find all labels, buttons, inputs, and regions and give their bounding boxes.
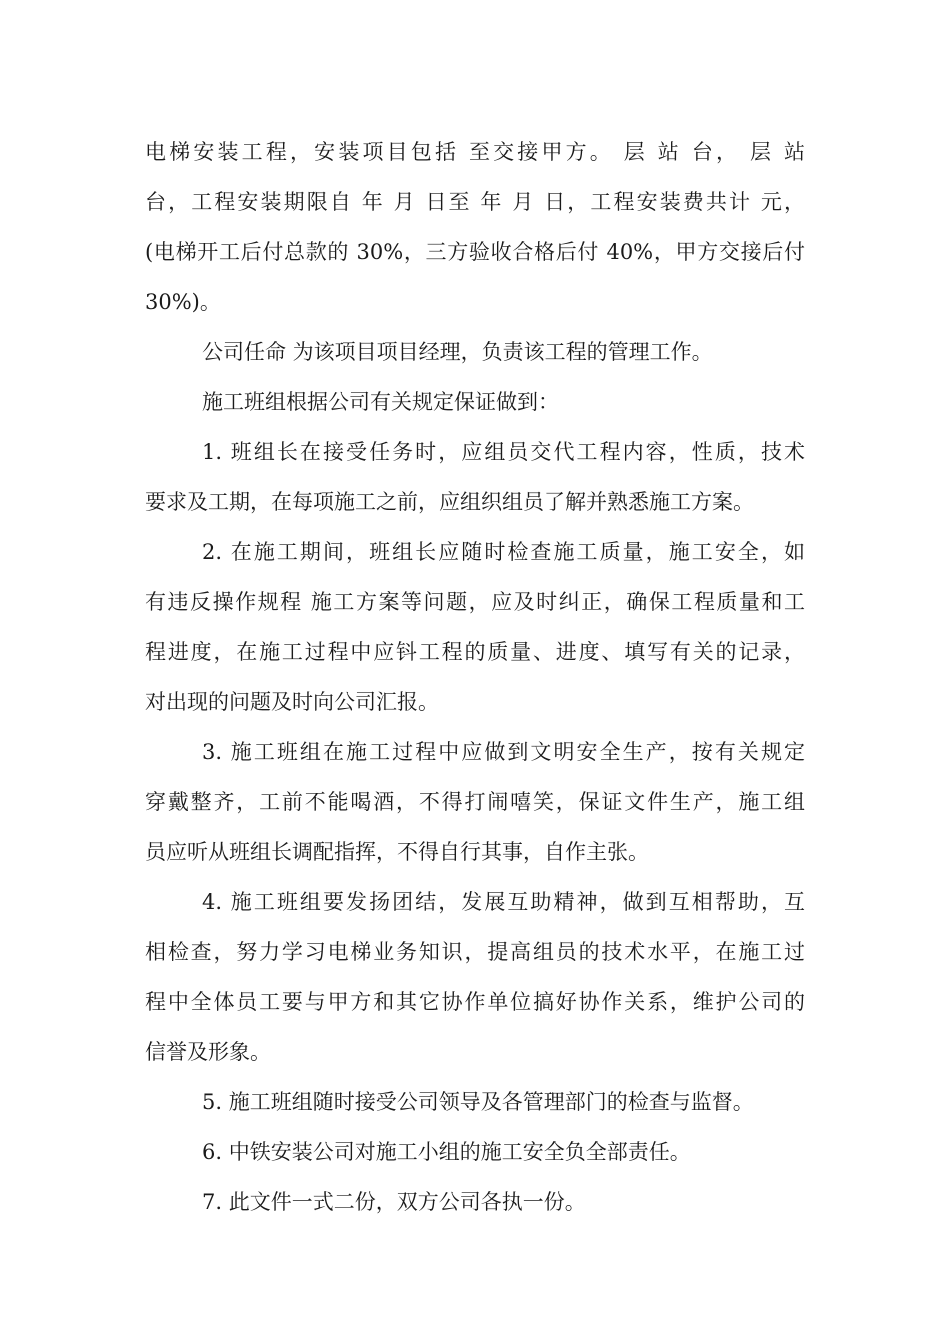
text-line: 2. 在施工期间，班组长应随时检查施工质量，施工安全，如 — [202, 540, 805, 564]
list-item-5 — [145, 1077, 805, 1127]
text-line: 相检查，努力学习电梯业务知识，提高组员的技术水平，在施工过 — [145, 940, 805, 964]
list-item-4 — [145, 877, 805, 1077]
text-line: 1. 班组长在接受任务时，应组员交代工程内容，性质，技术 — [202, 440, 805, 464]
text-line: 台，工程安装期限自 年 月 日至 年 月 日，工程安装费共计 元， — [145, 190, 805, 214]
text-line: 公司任命 为该项目项目经理，负责该工程的管理工作。 — [202, 340, 713, 364]
text-line: 6. 中铁安装公司对施工小组的施工安全负全部责任。 — [202, 1140, 691, 1164]
list-item-3 — [145, 727, 805, 877]
text-line: 3. 施工班组在施工过程中应做到文明安全生产，按有关规定 — [202, 740, 805, 764]
list-item-7 — [145, 1177, 805, 1227]
text-line: 4. 施工班组要发扬团结，发展互助精神，做到互相帮助，互 — [202, 890, 805, 914]
text-line: 要求及工期，在每项施工之前，应组织组员了解并熟悉施工方案。 — [145, 490, 754, 514]
text-line: 7. 此文件一式二份，双方公司各执一份。 — [202, 1190, 586, 1214]
text-line: 穿戴整齐，工前不能喝酒，不得打闹嘻笑，保证文件生产，施工组 — [145, 790, 805, 814]
text-line: 程中全体员工要与甲方和其它协作单位搞好协作关系，维护公司的 — [145, 990, 805, 1014]
text-line: 5. 施工班组随时接受公司领导及各管理部门的检查与监督。 — [202, 1090, 754, 1114]
text-line: 施工班组根据公司有关规定保证做到： — [202, 390, 559, 414]
text-line: 对出现的问题及时向公司汇报。 — [145, 690, 439, 714]
paragraph-guarantee-intro — [145, 377, 805, 427]
list-item-2 — [145, 527, 805, 727]
list-item-1 — [145, 427, 805, 527]
text-line: 30%)。 — [145, 290, 221, 314]
text-line: 信誉及形象。 — [145, 1040, 271, 1064]
paragraph-manager-appointment — [145, 327, 805, 377]
text-line: (电梯开工后付总款的 30%，三方验收合格后付 40%，甲方交接后付 — [145, 240, 805, 264]
document-body — [145, 127, 805, 1227]
text-line: 电梯安装工程，安装项目包括 至交接甲方。 层 站 台， 层 站 — [145, 140, 805, 164]
list-item-6 — [145, 1127, 805, 1177]
paragraph-project-scope — [145, 127, 805, 327]
text-line: 员应听从班组长调配指挥，不得自行其事，自作主张。 — [145, 840, 649, 864]
text-line: 有违反操作规程 施工方案等问题，应及时纠正，确保工程质量和工 — [145, 590, 805, 614]
text-line: 程进度，在施工过程中应钭工程的质量、进度、填写有关的记录， — [145, 640, 805, 664]
